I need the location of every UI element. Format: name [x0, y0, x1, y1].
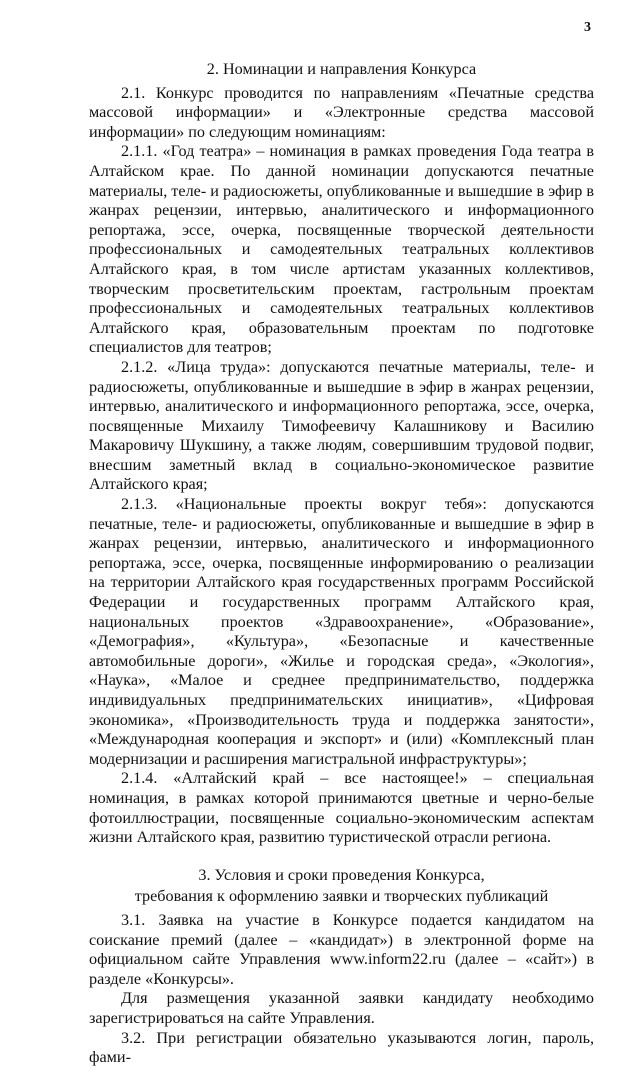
- paragraph-2-1-1: 2.1.1. «Год театра» – номинация в рамках проведения Года театра в Алтайском крае. По данной номинации допускаются печатные материалы, теле- и радиосюжеты, опубликованные и вышедшие в эфир в жанрах рецензии, интервью, аналитического и информационного репортажа, эссе, очерка, посвященные творческой деятельности профессиональных и самодеятельных театральных коллективов Алтайского края, в том числе артистам указанных коллективов, творческим просветительским проектам, гастрольным проектам профессиональных и самодеятельных театральных коллективов Алтайского края, образовательным проектам по подготовке специалистов для театров;: [89, 142, 594, 357]
- document-body: [89, 60, 594, 1068]
- section-3-title-line2: требования к оформлению заявки и творческих публикаций: [134, 887, 549, 906]
- paragraph-2-1-4: 2.1.4. «Алтайский край – все настоящее!» – специальная номинация, в рамках которой принимаются цветные и черно-белые фотоиллюстрации, посвященные социально-экономическим аспектам жизни Алтайского края, развитию туристической отрасли региона.: [89, 769, 594, 847]
- section-2-title: 2. Номинации и направления Конкурса: [206, 60, 477, 78]
- paragraph-3-1: 3.1. Заявка на участие в Конкурсе подается кандидатом на соискание премий (далее – «кандидат») в электронной форме на официальном сайте Управления www.inform22.ru (далее – «сайт») в разделе «Конкурсы».: [89, 910, 594, 988]
- paragraph-2-1: 2.1. Конкурс проводится по направлениям «Печатные средства массовой информации» и «Электронные средства массовой информации» по следующим номинациям:: [89, 83, 594, 141]
- paragraph-3-1-registration: Для размещения указанной заявки кандидату необходимо зарегистрироваться на сайте Управления.: [89, 989, 594, 1027]
- paragraph-2-1-2: 2.1.2. «Лица труда»: допускаются печатные материалы, теле- и радиосюжеты, опубликованные и вышедшие в эфир в жанрах рецензии, интервью, аналитического и информационного репортажа, эссе, очерка, посвященные Михаилу Тимофеевичу Калашникову и Василию Макаровичу Шукшину, а также людям, совершившим трудовой подвиг, внесшим заметный вклад в социально-экономическое развитие Алтайского края;: [89, 357, 594, 494]
- section-3-title-line1: 3. Условия и сроки проведения Конкурса,: [198, 865, 485, 884]
- paragraph-3-2: 3.2. При регистрации обязательно указываются логин, пароль, фами-: [89, 1028, 594, 1067]
- page-number: 3: [584, 20, 591, 35]
- paragraph-2-1-3: 2.1.3. «Национальные проекты вокруг тебя»: допускаются печатные, теле- и радиосюжеты, опубликованные и вышедшие в эфир в жанрах рецензии, интервью, аналитического и информационного репортажа, эссе, очерка, посвященные информированию о реализации на территории Алтайского края государственных программ Российской Федерации и государственных программ Алтайского края, национальных проектов «Здравоохранение», «Образование», «Демография», «Культура», «Безопасные и качественные автомобильные дороги», «Жилье и городская среда», «Экология», «Наука», «Малое и среднее предпринимательство, поддержка индивидуальных предпринимательских инициатив», «Цифровая экономика», «Производительность труда и поддержка занятости», «Международная кооперация и экспорт» и (или) «Комплексный план модернизации и расширения магистральной инфраструктуры»;: [89, 495, 594, 768]
